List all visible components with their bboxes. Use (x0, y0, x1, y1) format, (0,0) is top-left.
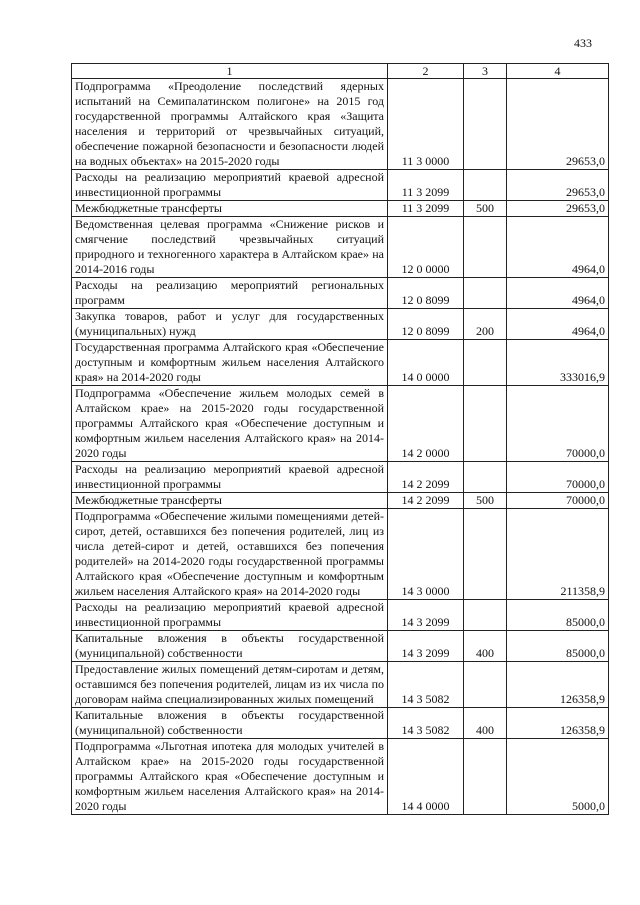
item-sum: 85000,0 (507, 600, 609, 631)
column-header: 2 (388, 64, 464, 79)
item-type: 500 (464, 493, 507, 509)
item-description: Капитальные вложения в объекты государственной (муниципальной) собственности (72, 631, 388, 662)
table-row (72, 217, 609, 278)
item-type: 200 (464, 309, 507, 340)
item-type (464, 600, 507, 631)
item-type (464, 662, 507, 708)
table-row (72, 600, 609, 631)
table-row (72, 708, 609, 739)
item-type (464, 79, 507, 170)
item-sum: 211358,9 (507, 509, 609, 600)
table-row (72, 462, 609, 493)
item-description: Расходы на реализацию мероприятий краевой адресной инвестиционной программы (72, 462, 388, 493)
item-type (464, 739, 507, 815)
table-row (72, 662, 609, 708)
item-code: 12 0 8099 (388, 278, 464, 309)
item-code: 11 3 2099 (388, 170, 464, 201)
item-sum: 29653,0 (507, 79, 609, 170)
item-description: Закупка товаров, работ и услуг для государственных (муниципальных) нужд (72, 309, 388, 340)
header-row (72, 64, 609, 79)
item-sum: 70000,0 (507, 386, 609, 462)
item-code: 14 3 0000 (388, 509, 464, 600)
table-row (72, 631, 609, 662)
item-code: 14 2 2099 (388, 493, 464, 509)
item-description: Подпрограмма «Обеспечение жилыми помещениями детей-сирот, детей, оставшихся без попечения родителей, лиц из числа детей-сирот и детей, оставшихся без попечения родителей» на 2014-2020 годы государственной программы Алтайского края «Обеспечение доступным и комфортным жильем населения Алтайского края» на 2014-2020 годы (72, 509, 388, 600)
item-description: Межбюджетные трансферты (72, 201, 388, 217)
item-sum: 70000,0 (507, 493, 609, 509)
item-code: 14 3 2099 (388, 600, 464, 631)
item-description: Межбюджетные трансферты (72, 493, 388, 509)
table-row (72, 170, 609, 201)
item-sum: 333016,9 (507, 340, 609, 386)
table-row (72, 309, 609, 340)
item-sum: 29653,0 (507, 170, 609, 201)
item-description: Предоставление жилых помещений детям-сиротам и детям, оставшимся без попечения родителей, лицам из их числа по договорам найма специализированных жилых помещений (72, 662, 388, 708)
item-type (464, 170, 507, 201)
table-row (72, 278, 609, 309)
item-sum: 29653,0 (507, 201, 609, 217)
item-code: 14 2 2099 (388, 462, 464, 493)
item-description: Капитальные вложения в объекты государственной (муниципальной) собственности (72, 708, 388, 739)
item-sum: 126358,9 (507, 708, 609, 739)
item-description: Ведомственная целевая программа «Снижение рисков и смягчение последствий чрезвычайных ситуаций природного и техногенного характера в Алтайском крае» на 2014-2016 годы (72, 217, 388, 278)
item-code: 14 3 2099 (388, 631, 464, 662)
table-row (72, 79, 609, 170)
column-header: 1 (72, 64, 388, 79)
item-sum: 5000,0 (507, 739, 609, 815)
item-type (464, 509, 507, 600)
item-type: 500 (464, 201, 507, 217)
table-row (72, 509, 609, 600)
item-code: 14 0 0000 (388, 340, 464, 386)
item-code: 11 3 0000 (388, 79, 464, 170)
item-code: 14 4 0000 (388, 739, 464, 815)
item-sum: 4964,0 (507, 278, 609, 309)
item-code: 12 0 8099 (388, 309, 464, 340)
item-type: 400 (464, 631, 507, 662)
item-sum: 85000,0 (507, 631, 609, 662)
item-description: Расходы на реализацию мероприятий краевой адресной инвестиционной программы (72, 600, 388, 631)
item-code: 11 3 2099 (388, 201, 464, 217)
item-sum: 4964,0 (507, 217, 609, 278)
item-description: Расходы на реализацию мероприятий краевой адресной инвестиционной программы (72, 170, 388, 201)
table-row (72, 201, 609, 217)
item-sum: 126358,9 (507, 662, 609, 708)
item-description: Расходы на реализацию мероприятий региональных программ (72, 278, 388, 309)
item-description: Государственная программа Алтайского края «Обеспечение доступным и комфортным жильем населения Алтайского края» на 2014-2020 годы (72, 340, 388, 386)
column-header: 4 (507, 64, 609, 79)
item-description: Подпрограмма «Обеспечение жильем молодых семей в Алтайском крае» на 2015-2020 годы государственной программы Алтайского края «Обеспечение доступным и комфортным жильем населения Алтайского края» на 2014-2020 годы (72, 386, 388, 462)
table-row (72, 340, 609, 386)
item-type (464, 278, 507, 309)
table-row (72, 739, 609, 815)
item-type: 400 (464, 708, 507, 739)
item-code: 12 0 0000 (388, 217, 464, 278)
item-type (464, 462, 507, 493)
table-row (72, 386, 609, 462)
item-type (464, 217, 507, 278)
item-sum: 4964,0 (507, 309, 609, 340)
column-header: 3 (464, 64, 507, 79)
item-description: Подпрограмма «Льготная ипотека для молодых учителей в Алтайском крае» на 2015-2020 годы государственной программы Алтайского края «Обеспечение доступным и комфортным жильем населения Алтайского края» на 2014-2020 годы (72, 739, 388, 815)
item-code: 14 3 5082 (388, 662, 464, 708)
item-code: 14 3 5082 (388, 708, 464, 739)
item-code: 14 2 0000 (388, 386, 464, 462)
item-type (464, 340, 507, 386)
table-row (72, 493, 609, 509)
item-description: Подпрограмма «Преодоление последствий ядерных испытаний на Семипалатинском полигоне» на 2015 год государственной программы Алтайского края «Защита населения и территорий от чрезвычайных ситуаций, обеспечение пожарной безопасности и безопасности людей на водных объектах» на 2015-2020 годы (72, 79, 388, 170)
budget-table (71, 63, 609, 815)
item-sum: 70000,0 (507, 462, 609, 493)
page-number: 433 (574, 36, 592, 50)
item-type (464, 386, 507, 462)
